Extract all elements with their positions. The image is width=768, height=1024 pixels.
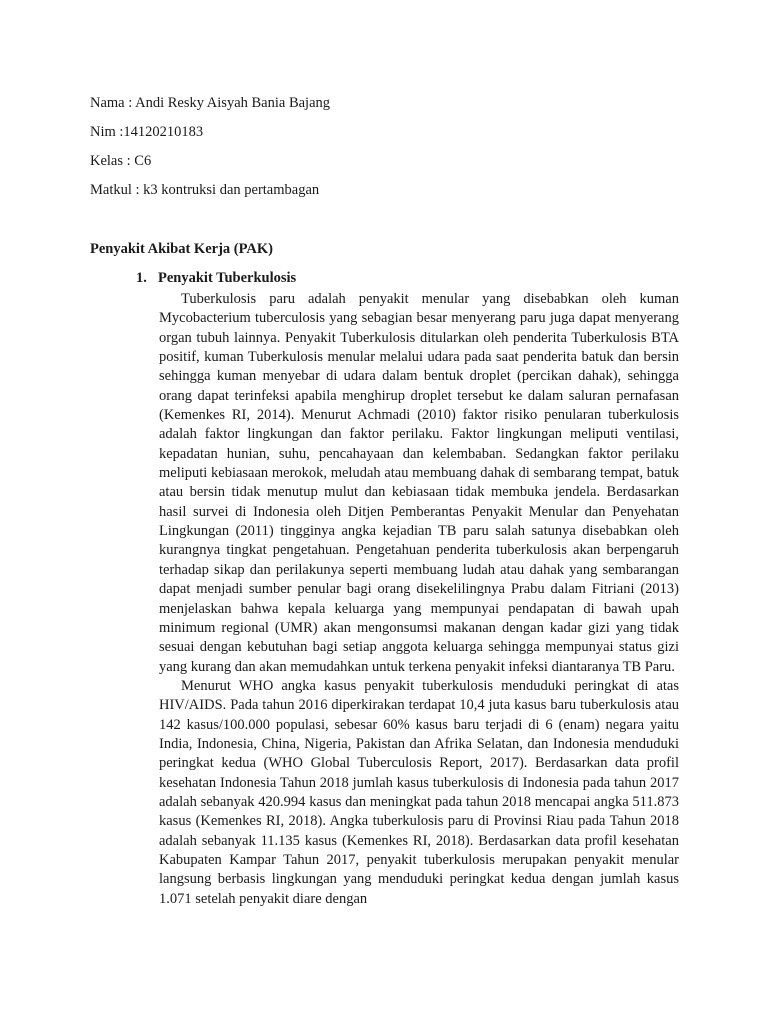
body-paragraph: Tuberkulosis paru adalah penyakit menular yang disebabkan oleh kuman Mycobacterium tuberculosis yang sebagian besar menyerang paru juga dapat menyerang organ tubuh lainnya. Penyakit Tuberkulosis ditularkan oleh penderita Tuberkulosis BTA positif, kuman Tuberkulosis menular melalui udara pada saat penderita batuk dan bersin sehingga kuman menyebar di udara dalam bentuk droplet (percikan dahak), sehingga orang dapat terinfeksi apabila menghirup droplet tersebut ke dalam saluran pernafasan (Kemenkes RI, 2014). Menurut Achmadi (2010) faktor risiko penularan tuberkulosis adalah faktor lingkungan dan faktor perilaku. Faktor lingkungan meliputi ventilasi, kepadatan hunian, suhu, pencahayaan dan kelembaban. Sedangkan faktor perilaku meliputi kebiasaan merokok, meludah atau membuang dahak di sembarang tempat, batuk atau bersin tidak menutup mulut dan kebiasaan tidak membuka jendela. Berdasarkan hasil survei di Indonesia oleh Ditjen Pemberantas Penyakit Menular dan Penyehatan Lingkungan (2011) tingginya angka kejadian TB paru salah satunya disebabkan oleh kurangnya tingkat pengetahuan. Pengetahuan penderita tuberkulosis akan berpengaruh terhadap sikap dan perilakunya seperti membuang ludah atau dahak yang sembarangan dapat menjadi sumber penular bagi orang disekelilingnya Prabu dalam Fitriani (2013) menjelaskan bahwa kepala keluarga yang mempunyai pendapatan di bawah upah minimum regional (UMR) akan mengonsumsi makanan dengan kadar gizi yang tidak sesuai dengan kebutuhan bagi setiap anggota keluarga sehingga mempunyai status gizi yang kurang dan akan memudahkan untuk terkena penyakit infeksi diantaranya TB Paru. xyxy=(159,291,679,675)
course-name: Matkul : k3 kontruksi dan pertambagan xyxy=(90,182,320,198)
section-title: Penyakit Akibat Kerja (PAK) xyxy=(90,241,273,257)
student-id: Nim :14120210183 xyxy=(90,124,204,140)
item-body xyxy=(159,290,679,909)
student-class: Kelas : C6 xyxy=(90,153,152,169)
body-paragraph: Menurut WHO angka kasus penyakit tuberkulosis menduduki peringkat di atas HIV/AIDS. Pada tahun 2016 diperkirakan terdapat 10,4 juta kasus baru tuberkulosis atau 142 kasus/100.000 populasi, sebesar 60% kasus baru terjadi di 6 (enam) negara yaitu India, Indonesia, China, Nigeria, Pakistan dan Afrika Selatan, dan Indonesia menduduki peringkat kedua (WHO Global Tuberculosis Report, 2017). Berdasarkan data profil kesehatan Indonesia Tahun 2018 jumlah kasus tuberkulosis di Indonesia pada tahun 2017 adalah sebanyak 420.994 kasus dan meningkat pada tahun 2018 mencapai angka 511.873 kasus (Kemenkes RI, 2018). Angka tuberkulosis paru di Provinsi Riau pada Tahun 2018 adalah sebanyak 11.135 kasus (Kemenkes RI, 2018). Berdasarkan data profil kesehatan Kabupaten Kampar Tahun 2017, penyakit tuberkulosis merupakan penyakit menular langsung berbasis lingkungan yang menduduki peringkat kedua dengan jumlah kasus 1.071 setelah penyakit diare dengan xyxy=(159,677,679,907)
list-item-title: Penyakit Tuberkulosis xyxy=(158,270,297,286)
list-item-number: 1. xyxy=(136,270,147,286)
student-name: Nama : Andi Resky Aisyah Bania Bajang xyxy=(90,95,331,111)
list-item-heading xyxy=(136,269,296,287)
